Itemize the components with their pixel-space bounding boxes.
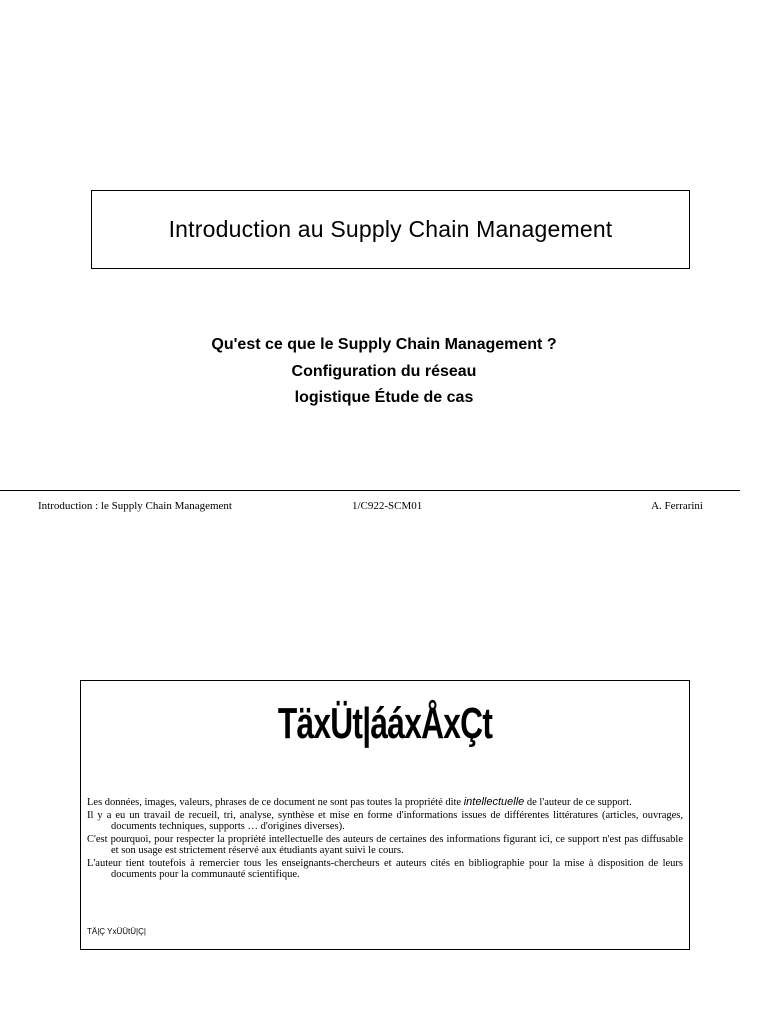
subtitle-line-2: Configuration du réseau	[291, 362, 477, 380]
footer-author: A. Ferrarini	[651, 500, 703, 512]
subtitle-line-3: logistique Étude de cas	[294, 389, 474, 406]
acknowledgement-heading: TäxÜt|ááxÅxÇt	[277, 699, 493, 748]
subtitle-line-1: Qu'est ce que le Supply Chain Management ?	[211, 336, 557, 353]
footer-course-title: Introduction : le Supply Chain Management	[38, 500, 232, 512]
notice-paragraph-1: Les données, images, valeurs, phrases de ce document ne sont pas toutes la propriété dite intellectuelle de l'auteur de ce support.	[87, 796, 632, 808]
footer-divider	[0, 490, 740, 491]
author-signature: TÄ|Ç YxÜÜtÜ|Ç|	[87, 927, 146, 936]
subtitle-block	[0, 332, 768, 412]
document-title: Introduction au Supply Chain Management	[168, 216, 613, 242]
notice-paragraph-4: L'auteur tient toutefois à remercier tous les enseignants-chercheurs et auteurs cités en bibliographie pour la mise à disposition de leurs documents pour la communauté scientifique.	[87, 858, 683, 880]
notice-paragraph-3: C'est pourquoi, pour respecter la propriété intellectuelle des auteurs de certaines des informations figurant ici, ce support n'est pas diffusable et son usage est strictement réservé aux étudiants ayant suivi le cours.	[87, 834, 683, 856]
page-footer	[0, 500, 768, 516]
notice-paragraph-2: Il y a eu un travail de recueil, tri, analyse, synthèse et mise en forme d'informations issues de différentes littératures (articles, ouvrages, documents techniques, supports … d'origines diverses).	[87, 810, 683, 832]
title-box	[91, 190, 690, 269]
footer-document-code: 1/C922-SCM01	[352, 500, 423, 512]
acknowledgement-text	[87, 797, 683, 882]
acknowledgement-box	[80, 680, 690, 950]
emphasis-text: intellectuelle	[463, 796, 525, 808]
